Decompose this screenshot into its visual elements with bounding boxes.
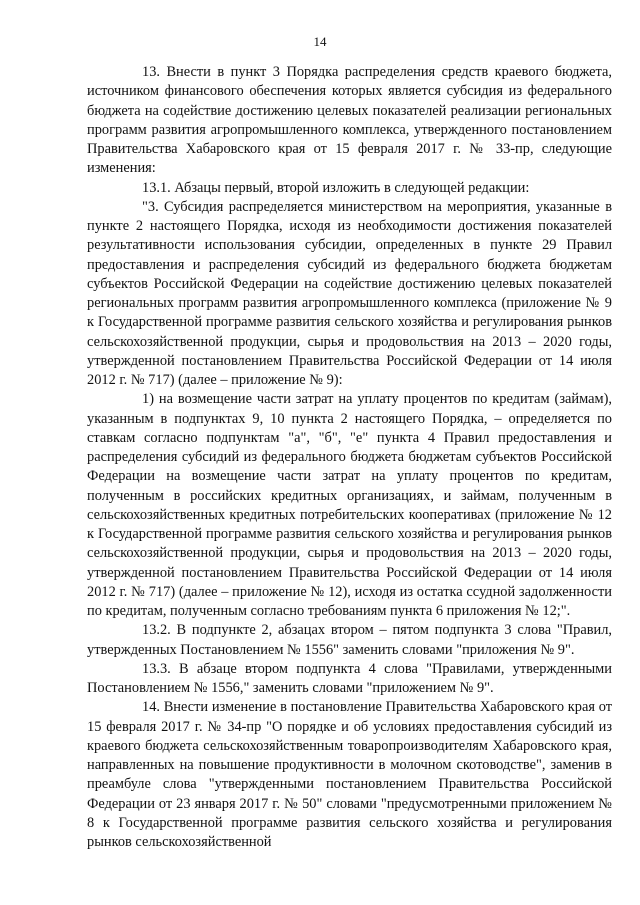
paragraph-14: 14. Внести изменение в постановление Правительства Хабаровского края от 15 февраля 2017 г. № 34-пр "О порядке и об условиях предоставления субсидий из краевого бюджета сельскохозяйственным товаропроизводителям Хабаровского края, направленных на повышение продуктивности в молочном скотоводстве", заменив в преамбуле слова "утвержденными постановлением Правительства Российской Федерации от 23 января 2017 г. № 50" словами "предусмотренными приложением № 8 к Государственной программе развития сельского хозяйства и регулирования рынков сельскохозяйственной (87, 699, 612, 850)
document-body (87, 63, 612, 852)
page-number: 14 (313, 34, 327, 49)
paragraph-subitem-1: 1) на возмещение части затрат на уплату процентов по кредитам (займам), указанным в подпунктах 9, 10 пункта 2 настоящего Порядка, – определяется по ставкам согласно подпунктам "а", "б", "е" пункта 4 Правил предоставления и распределения субсидий из федерального бюджета бюджетам субъектов Российской Федерации на возмещение части затрат на уплату процентов по кредитам, полученным в российских кредитных организациях, и займам, полученным в сельскохозяйственных кредитных потребительских кооперативах (приложение № 12 к Государственной программе развития сельского хозяйства и регулирования рынков сельскохозяйственной продукции, сырья и продовольствия на 2013 – 2020 годы, утвержденной постановлением Правительства Российской Федерации от 14 июля 2012 г. № 717) (далее – приложение № 12), исходя из остатка ссудной задолженности по кредитам, полученным согласно требованиям пункта 6 приложения № 12;". (87, 391, 612, 619)
paragraph-13-2: 13.2. В подпункте 2, абзацах втором – пятом подпункта 3 слова "Правил, утвержденных Постановлением № 1556" заменить словами "приложения № 9". (87, 622, 612, 658)
paragraph-13-1: 13.1. Абзацы первый, второй изложить в следующей редакции: (142, 179, 530, 196)
paragraph-13: 13. Внести в пункт 3 Порядка распределения средств краевого бюджета, источником финансового обеспечения которых является субсидия из федерального бюджета на содействие достижению целевых показателей реализации региональных программ развития агропромышленного комплекса, утвержденного постановлением Правительства Хабаровского края от 15 февраля 2017 г. № 33-пр, следующие изменения: (87, 64, 612, 177)
paragraph-quote-3: "3. Субсидия распределяется министерством на мероприятия, указанные в пункте 2 настоящего Порядка, исходя из необходимости достижения показателей результативности использования субсидии, определенных в пункте 29 Правил предоставления и распределения субсидий из федерального бюджета бюджетам субъектов Российской Федерации на содействие достижению целевых показателей региональных программ развития агропромышленного комплекса (приложение № 9 к Государственной программе развития сельского хозяйства и регулирования рынков сельскохозяйственной продукции, сырья и продовольствия на 2013 – 2020 годы, утвержденной постановлением Правительства Российской Федерации от 14 июля 2012 г. № 717) (далее – приложение № 9): (87, 198, 612, 388)
paragraph-13-3: 13.3. В абзаце втором подпункта 4 слова "Правилами, утвержденными Постановлением № 1556," заменить словами "приложением № 9". (87, 660, 612, 696)
